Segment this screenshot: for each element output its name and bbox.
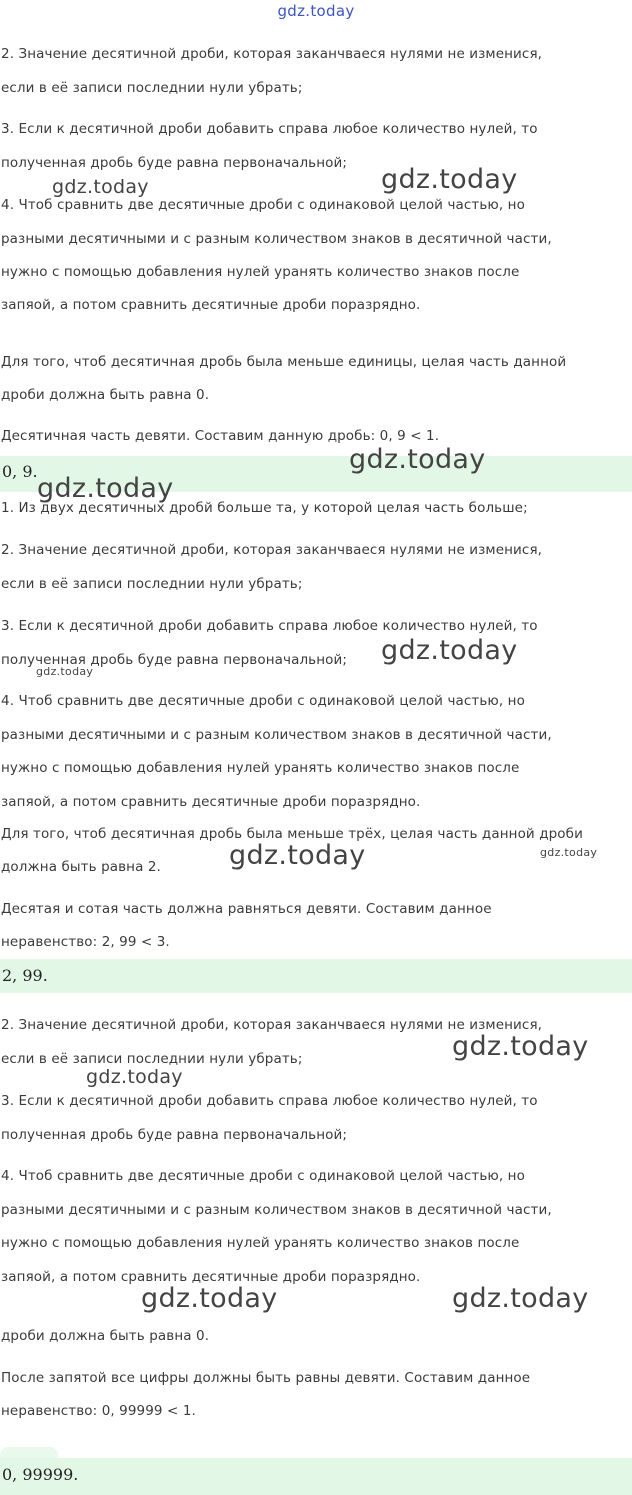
text-line: 3. Если к десятичной дроби добавить справа любое количество нулей, то xyxy=(1,618,538,634)
answer-band xyxy=(0,1458,632,1495)
text-line: 3. Если к десятичной дроби добавить справа любое количество нулей, то xyxy=(1,1093,538,1109)
text-line: нужно с помощью добавления нулей уранять количество знаков после xyxy=(1,760,520,776)
text-line: неравенство: 0, 99999 < 1. xyxy=(1,1403,196,1419)
text-line: 4. Чтоб сравнить две десятичные дроби с одинаковой целой частью, но xyxy=(1,693,525,709)
text-line: если в её записи последнии нули убрать; xyxy=(1,80,303,96)
site-header-link[interactable]: gdz.today xyxy=(277,2,355,20)
text-line: разными десятичными и с разным количеством знаков в десятичной части, xyxy=(1,727,552,743)
text-line: 4. Чтоб сравнить две десятичные дроби с одинаковой целой частью, но xyxy=(1,1168,525,1184)
text-line: полученная дробь буде равна первоначальной; xyxy=(1,1127,348,1143)
text-line: дроби должна быть равна 0. xyxy=(1,1328,210,1344)
watermark: gdz.today xyxy=(452,1283,589,1314)
text-line: дроби должна быть равна 0. xyxy=(1,387,210,403)
watermark: gdz.today xyxy=(37,473,174,504)
text-line: запяой, а потом сравнить десятичные дроби поразрядно. xyxy=(1,794,421,810)
watermark: gdz.today xyxy=(349,444,486,475)
text-line: если в её записи последнии нули убрать; xyxy=(1,576,303,592)
text-line: 1. Из двух десятичных дробй больше та, у которой целая часть больше; xyxy=(1,500,528,516)
watermark: gdz.today xyxy=(381,164,518,195)
watermark: gdz.today xyxy=(452,1031,589,1062)
text-line: нужно с помощью добавления нулей уранять количество знаков после xyxy=(1,1235,520,1251)
text-line: нужно с помощью добавления нулей уранять количество знаков после xyxy=(1,264,520,280)
text-line: разными десятичными и с разным количеством знаков в десятичной части, xyxy=(1,1202,552,1218)
text-line: разными десятичными и с разным количеством знаков в десятичной части, xyxy=(1,231,552,247)
text-line: Для того, чтоб десятичная дробь была меньше единицы, целая часть данной xyxy=(1,354,567,370)
text-line: 2. Значение десятичной дроби, которая заканчваеся нулями не изменися, xyxy=(1,1017,543,1033)
text-line: полученная дробь буде равна первоначальной; xyxy=(1,155,348,171)
answer-value: 2, 99. xyxy=(2,966,48,985)
watermark: gdz.today xyxy=(540,846,598,859)
text-line: должна быть равна 2. xyxy=(1,859,161,875)
watermark: gdz.today xyxy=(36,665,94,678)
watermark: gdz.today xyxy=(381,635,518,666)
text-line: 3. Если к десятичной дроби добавить справа любое количество нулей, то xyxy=(1,121,538,137)
text-line: Для того, чтоб десятичная дробь была меньше трёх, целая часть данной дроби xyxy=(1,826,583,842)
text-line: 2. Значение десятичной дроби, которая заканчваеся нулями не изменися, xyxy=(1,542,543,558)
watermark: gdz.today xyxy=(86,1066,183,1088)
text-line: Десятичная часть девяти. Составим данную дробь: 0, 9 < 1. xyxy=(1,428,440,444)
watermark: gdz.today xyxy=(229,840,366,871)
answer-value: 0, 9. xyxy=(2,462,38,481)
text-line: неравенство: 2, 99 < 3. xyxy=(1,934,170,950)
text-line: Десятая и сотая часть должна равняться девяти. Составим данное xyxy=(1,901,492,917)
text-line: полученная дробь буде равна первоначальной; xyxy=(1,652,348,668)
answer-band xyxy=(0,959,632,993)
text-line: запяой, а потом сравнить десятичные дроби поразрядно. xyxy=(1,297,421,313)
text-line: запяой, а потом сравнить десятичные дроби поразрядно. xyxy=(1,1269,421,1285)
text-line: 4. Чтоб сравнить две десятичные дроби с одинаковой целой частью, но xyxy=(1,197,525,213)
text-line: После запятой все цифры должны быть равны девяти. Составим данное xyxy=(1,1370,531,1386)
text-line: 2. Значение десятичной дроби, которая заканчваеся нулями не изменися, xyxy=(1,46,543,62)
watermark: gdz.today xyxy=(141,1283,278,1314)
watermark: gdz.today xyxy=(52,176,149,198)
text-line: если в её записи последнии нули убрать; xyxy=(1,1051,303,1067)
answer-value: 0, 99999. xyxy=(2,1465,79,1484)
